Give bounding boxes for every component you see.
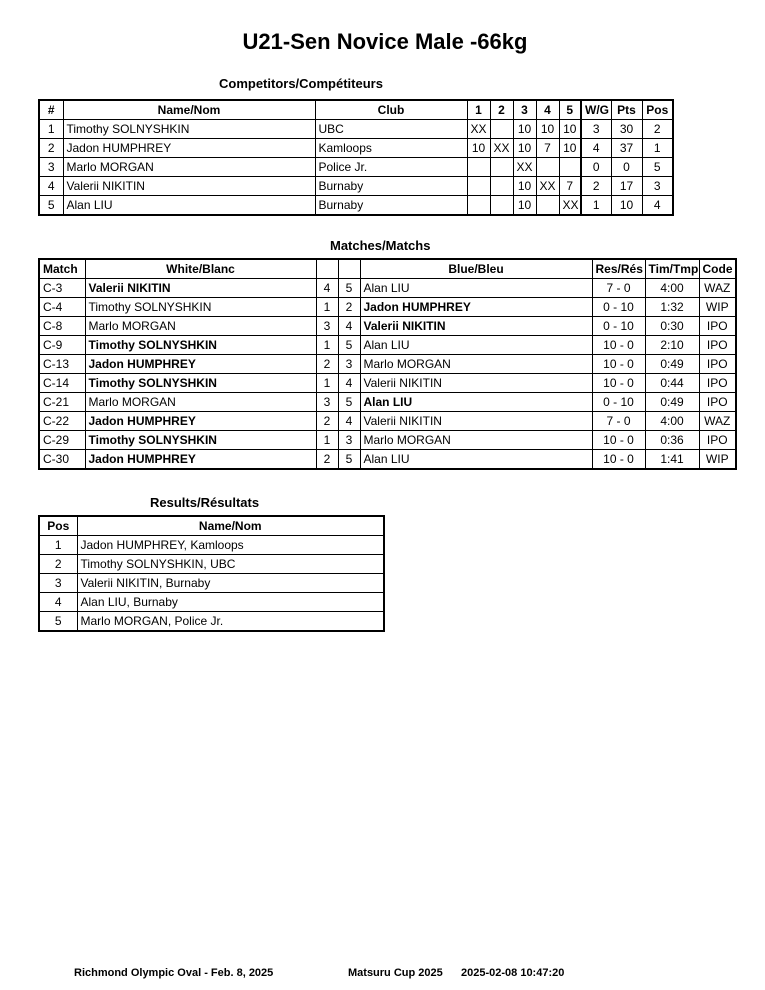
result-position: 3 bbox=[39, 574, 77, 593]
match-result: 0 - 10 bbox=[592, 393, 645, 412]
match-time: 2:10 bbox=[645, 336, 699, 355]
results-heading: Results/Résultats bbox=[150, 495, 260, 510]
match-result: 10 - 0 bbox=[592, 431, 645, 450]
match-row bbox=[39, 317, 736, 336]
col-header-r1: 1 bbox=[467, 100, 490, 120]
white-competitor: Timothy SOLNYSHKIN bbox=[85, 336, 316, 355]
match-time: 4:00 bbox=[645, 412, 699, 431]
col-header-name: Name/Nom bbox=[63, 100, 315, 120]
blue-competitor: Alan LIU bbox=[360, 336, 592, 355]
result-position: 5 bbox=[39, 612, 77, 632]
round-score-r4: 10 bbox=[536, 120, 559, 139]
match-time: 0:30 bbox=[645, 317, 699, 336]
result-name: Valerii NIKITIN, Burnaby bbox=[77, 574, 384, 593]
competitor-name: Valerii NIKITIN bbox=[63, 177, 315, 196]
white-competitor-num: 1 bbox=[316, 336, 338, 355]
white-competitor-num: 3 bbox=[316, 317, 338, 336]
blue-competitor: Marlo MORGAN bbox=[360, 355, 592, 374]
blue-competitor-num: 4 bbox=[338, 317, 360, 336]
match-time: 1:32 bbox=[645, 298, 699, 317]
col-header-r5: 5 bbox=[559, 100, 581, 120]
match-result: 10 - 0 bbox=[592, 450, 645, 470]
match-id: C-22 bbox=[39, 412, 85, 431]
blue-competitor-num: 4 bbox=[338, 412, 360, 431]
results-header-row bbox=[39, 516, 384, 536]
white-competitor-num: 1 bbox=[316, 431, 338, 450]
result-row bbox=[39, 574, 384, 593]
competitor-num: 4 bbox=[39, 177, 63, 196]
match-id: C-4 bbox=[39, 298, 85, 317]
match-result: 0 - 10 bbox=[592, 298, 645, 317]
col-header-club: Club bbox=[315, 100, 467, 120]
result-position: 4 bbox=[39, 593, 77, 612]
match-row bbox=[39, 450, 736, 470]
col-header-r2: 2 bbox=[490, 100, 513, 120]
round-score-r4: XX bbox=[536, 177, 559, 196]
competitor-wins: 2 bbox=[581, 177, 611, 196]
result-position: 2 bbox=[39, 555, 77, 574]
round-score-r5: XX bbox=[559, 196, 581, 216]
white-competitor-num: 3 bbox=[316, 393, 338, 412]
match-code: IPO bbox=[699, 374, 736, 393]
competitor-points: 30 bbox=[611, 120, 642, 139]
round-score-r3: 10 bbox=[513, 177, 536, 196]
blue-competitor-num: 2 bbox=[338, 298, 360, 317]
round-score-r1: 10 bbox=[467, 139, 490, 158]
round-score-r3: 10 bbox=[513, 139, 536, 158]
round-score-r2: XX bbox=[490, 139, 513, 158]
competitor-wins: 1 bbox=[581, 196, 611, 216]
blue-competitor-num: 4 bbox=[338, 374, 360, 393]
white-competitor: Valerii NIKITIN bbox=[85, 279, 316, 298]
match-row bbox=[39, 393, 736, 412]
match-code: IPO bbox=[699, 393, 736, 412]
white-competitor: Timothy SOLNYSHKIN bbox=[85, 431, 316, 450]
blue-competitor-num: 5 bbox=[338, 279, 360, 298]
round-score-r3: 10 bbox=[513, 120, 536, 139]
blue-competitor-num: 3 bbox=[338, 355, 360, 374]
match-id: C-9 bbox=[39, 336, 85, 355]
blue-competitor-num: 5 bbox=[338, 336, 360, 355]
blue-competitor: Valerii NIKITIN bbox=[360, 412, 592, 431]
result-position: 1 bbox=[39, 536, 77, 555]
col-header-code: Code bbox=[699, 259, 736, 279]
blue-competitor: Alan LIU bbox=[360, 450, 592, 470]
match-time: 4:00 bbox=[645, 279, 699, 298]
round-score-r2 bbox=[490, 177, 513, 196]
competitor-position: 1 bbox=[642, 139, 673, 158]
competitors-heading: Competitors/Compétiteurs bbox=[219, 76, 383, 91]
competitor-club: Burnaby bbox=[315, 177, 467, 196]
blue-competitor-num: 5 bbox=[338, 393, 360, 412]
white-competitor: Jadon HUMPHREY bbox=[85, 355, 316, 374]
round-score-r5 bbox=[559, 158, 581, 177]
result-row bbox=[39, 593, 384, 612]
competitor-name: Alan LIU bbox=[63, 196, 315, 216]
round-score-r2 bbox=[490, 196, 513, 216]
col-header-blue: Blue/Bleu bbox=[360, 259, 592, 279]
match-row bbox=[39, 336, 736, 355]
result-name: Alan LIU, Burnaby bbox=[77, 593, 384, 612]
col-header-r4: 4 bbox=[536, 100, 559, 120]
match-result: 10 - 0 bbox=[592, 374, 645, 393]
match-code: WIP bbox=[699, 298, 736, 317]
round-score-r1 bbox=[467, 196, 490, 216]
white-competitor: Timothy SOLNYSHKIN bbox=[85, 374, 316, 393]
competitor-name: Jadon HUMPHREY bbox=[63, 139, 315, 158]
white-competitor-num: 4 bbox=[316, 279, 338, 298]
round-score-r1: XX bbox=[467, 120, 490, 139]
match-id: C-21 bbox=[39, 393, 85, 412]
match-time: 0:44 bbox=[645, 374, 699, 393]
round-score-r4 bbox=[536, 196, 559, 216]
match-id: C-30 bbox=[39, 450, 85, 470]
competitor-position: 2 bbox=[642, 120, 673, 139]
competitor-club: UBC bbox=[315, 120, 467, 139]
matches-body bbox=[39, 279, 736, 470]
white-competitor: Marlo MORGAN bbox=[85, 393, 316, 412]
match-row bbox=[39, 412, 736, 431]
competitor-club: Burnaby bbox=[315, 196, 467, 216]
round-score-r3: 10 bbox=[513, 196, 536, 216]
round-score-r5: 7 bbox=[559, 177, 581, 196]
blue-competitor-num: 3 bbox=[338, 431, 360, 450]
white-competitor: Jadon HUMPHREY bbox=[85, 412, 316, 431]
competitor-row bbox=[39, 139, 673, 158]
col-header-blue-num bbox=[338, 259, 360, 279]
matches-heading: Matches/Matchs bbox=[330, 238, 431, 253]
competitor-points: 10 bbox=[611, 196, 642, 216]
white-competitor-num: 2 bbox=[316, 355, 338, 374]
competitor-points: 37 bbox=[611, 139, 642, 158]
match-result: 7 - 0 bbox=[592, 412, 645, 431]
footer-venue: Richmond Olympic Oval - Feb. 8, 2025 bbox=[74, 967, 274, 979]
competitor-club: Kamloops bbox=[315, 139, 467, 158]
round-score-r3: XX bbox=[513, 158, 536, 177]
match-code: WAZ bbox=[699, 279, 736, 298]
match-row bbox=[39, 298, 736, 317]
match-code: IPO bbox=[699, 317, 736, 336]
match-time: 1:41 bbox=[645, 450, 699, 470]
match-result: 10 - 0 bbox=[592, 336, 645, 355]
white-competitor-num: 1 bbox=[316, 374, 338, 393]
competitor-wins: 3 bbox=[581, 120, 611, 139]
match-id: C-14 bbox=[39, 374, 85, 393]
match-time: 0:36 bbox=[645, 431, 699, 450]
white-competitor-num: 2 bbox=[316, 450, 338, 470]
competitor-row bbox=[39, 158, 673, 177]
match-code: IPO bbox=[699, 336, 736, 355]
blue-competitor: Valerii NIKITIN bbox=[360, 374, 592, 393]
match-id: C-3 bbox=[39, 279, 85, 298]
col-header-match: Match bbox=[39, 259, 85, 279]
competitor-points: 0 bbox=[611, 158, 642, 177]
match-id: C-8 bbox=[39, 317, 85, 336]
match-code: IPO bbox=[699, 431, 736, 450]
match-row bbox=[39, 374, 736, 393]
round-score-r1 bbox=[467, 177, 490, 196]
footer-timestamp: 2025-02-08 10:47:20 bbox=[461, 967, 565, 979]
col-header-result: Res/Rés bbox=[592, 259, 645, 279]
competitors-body bbox=[39, 120, 673, 216]
result-row bbox=[39, 555, 384, 574]
result-row bbox=[39, 612, 384, 632]
col-header-result-pos: Pos bbox=[39, 516, 77, 536]
match-code: IPO bbox=[699, 355, 736, 374]
matches-header-row bbox=[39, 259, 736, 279]
results-body bbox=[39, 536, 384, 632]
match-time: 0:49 bbox=[645, 355, 699, 374]
white-competitor-num: 1 bbox=[316, 298, 338, 317]
col-header-pts: Pts bbox=[611, 100, 642, 120]
page-title: U21-Sen Novice Male -66kg bbox=[242, 29, 528, 54]
match-result: 0 - 10 bbox=[592, 317, 645, 336]
round-score-r4: 7 bbox=[536, 139, 559, 158]
results-table bbox=[38, 515, 385, 632]
competitors-table bbox=[38, 99, 674, 216]
competitor-wins: 0 bbox=[581, 158, 611, 177]
col-header-r3: 3 bbox=[513, 100, 536, 120]
blue-competitor: Alan LIU bbox=[360, 279, 592, 298]
round-score-r5: 10 bbox=[559, 139, 581, 158]
match-row bbox=[39, 279, 736, 298]
competitor-row bbox=[39, 196, 673, 216]
matches-table bbox=[38, 258, 737, 470]
blue-competitor: Alan LIU bbox=[360, 393, 592, 412]
blue-competitor-num: 5 bbox=[338, 450, 360, 470]
competitors-header-row bbox=[39, 100, 673, 120]
match-id: C-13 bbox=[39, 355, 85, 374]
white-competitor: Jadon HUMPHREY bbox=[85, 450, 316, 470]
result-name: Timothy SOLNYSHKIN, UBC bbox=[77, 555, 384, 574]
blue-competitor: Valerii NIKITIN bbox=[360, 317, 592, 336]
round-score-r4 bbox=[536, 158, 559, 177]
round-score-r2 bbox=[490, 120, 513, 139]
competitor-points: 17 bbox=[611, 177, 642, 196]
competitor-position: 5 bbox=[642, 158, 673, 177]
round-score-r5: 10 bbox=[559, 120, 581, 139]
footer-event: Matsuru Cup 2025 bbox=[348, 967, 443, 979]
white-competitor: Marlo MORGAN bbox=[85, 317, 316, 336]
round-score-r2 bbox=[490, 158, 513, 177]
result-name: Jadon HUMPHREY, Kamloops bbox=[77, 536, 384, 555]
col-header-num: # bbox=[39, 100, 63, 120]
competitor-num: 2 bbox=[39, 139, 63, 158]
col-header-wg: W/G bbox=[581, 100, 611, 120]
competitor-num: 3 bbox=[39, 158, 63, 177]
col-header-white-num bbox=[316, 259, 338, 279]
match-result: 7 - 0 bbox=[592, 279, 645, 298]
match-row bbox=[39, 355, 736, 374]
col-header-result-name: Name/Nom bbox=[77, 516, 384, 536]
match-code: WAZ bbox=[699, 412, 736, 431]
competitor-name: Marlo MORGAN bbox=[63, 158, 315, 177]
competitor-position: 4 bbox=[642, 196, 673, 216]
blue-competitor: Marlo MORGAN bbox=[360, 431, 592, 450]
blue-competitor: Jadon HUMPHREY bbox=[360, 298, 592, 317]
competitor-name: Timothy SOLNYSHKIN bbox=[63, 120, 315, 139]
col-header-white: White/Blanc bbox=[85, 259, 316, 279]
competitor-row bbox=[39, 177, 673, 196]
match-row bbox=[39, 431, 736, 450]
match-id: C-29 bbox=[39, 431, 85, 450]
col-header-pos: Pos bbox=[642, 100, 673, 120]
competitor-wins: 4 bbox=[581, 139, 611, 158]
result-name: Marlo MORGAN, Police Jr. bbox=[77, 612, 384, 632]
match-result: 10 - 0 bbox=[592, 355, 645, 374]
competitor-num: 1 bbox=[39, 120, 63, 139]
match-time: 0:49 bbox=[645, 393, 699, 412]
white-competitor: Timothy SOLNYSHKIN bbox=[85, 298, 316, 317]
match-code: WIP bbox=[699, 450, 736, 470]
competitor-row bbox=[39, 120, 673, 139]
round-score-r1 bbox=[467, 158, 490, 177]
competitor-position: 3 bbox=[642, 177, 673, 196]
white-competitor-num: 2 bbox=[316, 412, 338, 431]
competitor-num: 5 bbox=[39, 196, 63, 216]
col-header-time: Tim/Tmp bbox=[645, 259, 699, 279]
result-row bbox=[39, 536, 384, 555]
competitor-club: Police Jr. bbox=[315, 158, 467, 177]
